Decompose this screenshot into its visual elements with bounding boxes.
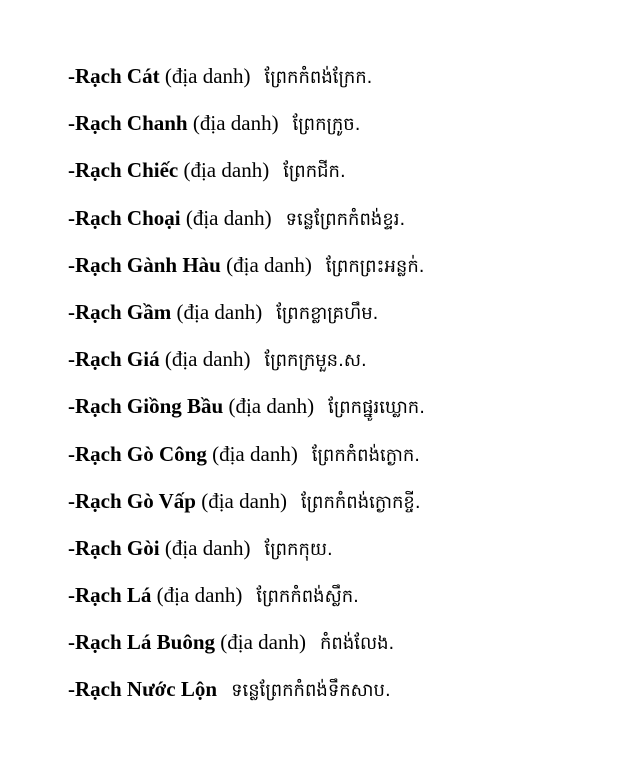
entry-translation: ព្រែកក្រូច. xyxy=(292,114,361,136)
entry-term: -Rạch Lá xyxy=(68,583,152,608)
glossary-entry xyxy=(68,107,425,154)
entry-term: -Rạch Nước Lộn xyxy=(68,677,218,702)
entry-translation: ព្រែកកំពង់ក្ងោកខ្ចី. xyxy=(300,491,421,513)
entry-category: (địa danh) xyxy=(192,111,279,136)
entry-term: -Rạch Gầm xyxy=(68,299,172,324)
entry-translation: ព្រែកកំពង់ក្រែក. xyxy=(264,67,373,88)
entry-category: (địa danh) xyxy=(183,158,270,183)
glossary-entry xyxy=(68,249,425,296)
glossary-entry xyxy=(68,343,425,390)
entry-category: (địa danh) xyxy=(226,252,312,277)
glossary-entry xyxy=(68,154,425,201)
entry-translation: ព្រែកកុយ. xyxy=(264,538,333,560)
entry-translation: ព្រែកផ្នូរឃ្លោក. xyxy=(328,397,425,419)
glossary-entry xyxy=(68,673,425,720)
entry-category: (địa danh) xyxy=(164,347,251,372)
glossary-entry xyxy=(68,532,425,579)
entry-translation: ទន្លេព្រែកកំពង់ខ្ទរ. xyxy=(285,208,406,230)
entry-term: -Rạch Chanh xyxy=(68,111,188,136)
entry-category: (địa danh) xyxy=(201,488,287,513)
entry-term: -Rạch Gò Công xyxy=(68,441,207,466)
entry-translation: ព្រែកកំពង់ក្ងោក. xyxy=(311,444,421,466)
entry-translation: ព្រែកជីក. xyxy=(283,161,346,183)
entry-category: (địa danh) xyxy=(164,64,251,88)
glossary-entry xyxy=(68,202,425,249)
entry-translation: ព្រែកក្រមួន.ស. xyxy=(264,350,367,372)
entry-term: -Rạch Giồng Bầu xyxy=(68,394,224,419)
entry-translation: ព្រែកកំពង់ស្លឹក. xyxy=(256,586,359,608)
glossary-entry xyxy=(68,60,425,107)
entry-term: -Rạch Choại xyxy=(68,205,181,230)
entry-category: (địa danh) xyxy=(164,535,251,560)
entry-category: (địa danh) xyxy=(176,299,263,324)
glossary-entry xyxy=(68,438,425,485)
entry-translation: ព្រែកខ្លាគ្រហឹម. xyxy=(276,302,379,324)
glossary-entry xyxy=(68,390,425,437)
entry-category: (địa danh) xyxy=(212,441,298,466)
entry-category: (địa danh) xyxy=(228,394,315,419)
glossary-entry xyxy=(68,296,425,343)
entry-category: (địa danh) xyxy=(156,583,243,608)
entry-category: (địa danh) xyxy=(220,630,306,655)
entry-term: -Rạch Cát xyxy=(68,64,160,88)
glossary-list xyxy=(68,60,425,721)
entry-translation: កំពង់លែង. xyxy=(320,633,395,655)
glossary-entry xyxy=(68,626,425,673)
glossary-entry xyxy=(68,579,425,626)
entry-term: -Rạch Gòi xyxy=(68,535,160,560)
entry-category: (địa danh) xyxy=(185,205,272,230)
glossary-entry xyxy=(68,485,425,532)
entry-term: -Rạch Gành Hàu xyxy=(68,252,221,277)
entry-term: -Rạch Lá Buông xyxy=(68,630,216,655)
entry-term: -Rạch Gò Vấp xyxy=(68,488,196,513)
entry-translation: ព្រែកព្រះអន្លក់. xyxy=(325,255,425,277)
entry-translation: ទន្លេព្រែកកំពង់ទឹកសាប. xyxy=(231,680,391,702)
entry-term: -Rạch Chiếc xyxy=(68,158,179,183)
entry-term: -Rạch Giá xyxy=(68,347,160,372)
